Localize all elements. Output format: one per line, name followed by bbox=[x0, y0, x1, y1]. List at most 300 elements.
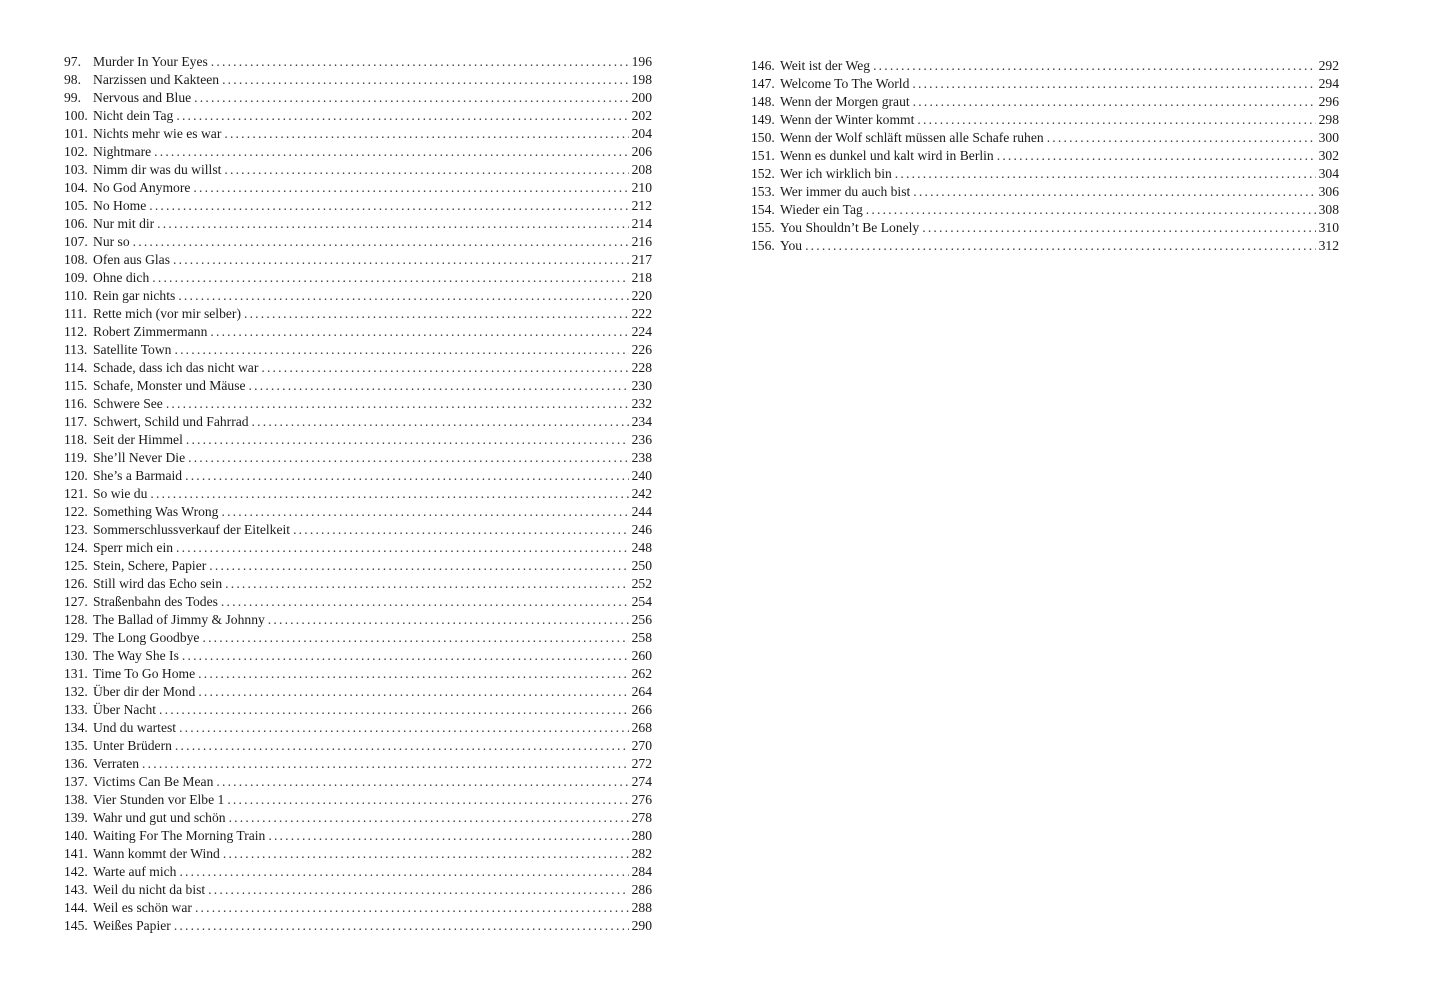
toc-entry[interactable] bbox=[64, 503, 652, 521]
toc-entry-title: She’ll Never Die bbox=[93, 450, 186, 465]
toc-entry-page-number: 214 bbox=[631, 216, 652, 231]
toc-entry[interactable] bbox=[751, 237, 1339, 255]
toc-entry-number: 151. bbox=[751, 148, 775, 163]
toc-entry-title: Sperr mich ein bbox=[93, 540, 174, 555]
toc-dot-leader bbox=[159, 701, 629, 719]
toc-entry-page-number: 212 bbox=[631, 198, 652, 213]
toc-entry-number: 132. bbox=[64, 684, 88, 699]
toc-entry-page-number: 276 bbox=[631, 792, 652, 807]
toc-entry-page-number: 274 bbox=[631, 774, 652, 789]
toc-entry-number: 105. bbox=[64, 198, 88, 213]
toc-entry-number: 133. bbox=[64, 702, 88, 717]
toc-entry-title: Satellite Town bbox=[93, 342, 172, 357]
toc-dot-leader bbox=[188, 449, 629, 467]
toc-entry-number: 115. bbox=[64, 378, 88, 393]
toc-entry-number: 107. bbox=[64, 234, 88, 249]
toc-entry-number: 143. bbox=[64, 882, 88, 897]
toc-entry[interactable] bbox=[64, 53, 652, 71]
toc-entry-number: 118. bbox=[64, 432, 88, 447]
toc-entry-page-number: 300 bbox=[1318, 130, 1339, 145]
toc-entry-number: 117. bbox=[64, 414, 88, 429]
toc-dot-leader bbox=[209, 557, 628, 575]
toc-entry-number: 148. bbox=[751, 94, 775, 109]
toc-entry[interactable] bbox=[64, 233, 652, 251]
toc-entry-title: Sommerschlussverkauf der Eitelkeit bbox=[93, 522, 291, 537]
toc-dot-leader bbox=[225, 575, 628, 593]
toc-dot-leader bbox=[149, 197, 628, 215]
toc-entry-title: The Ballad of Jimmy & Johnny bbox=[93, 612, 265, 627]
toc-entry-page-number: 306 bbox=[1318, 184, 1339, 199]
toc-entry-page-number: 266 bbox=[631, 702, 652, 717]
toc-entry-page-number: 284 bbox=[631, 864, 652, 879]
toc-entry-number: 97. bbox=[64, 54, 81, 69]
toc-entry[interactable] bbox=[751, 201, 1339, 219]
toc-entry[interactable] bbox=[64, 449, 652, 467]
toc-entry[interactable] bbox=[751, 111, 1339, 129]
toc-entry[interactable] bbox=[64, 701, 652, 719]
toc-entry-page-number: 222 bbox=[631, 306, 652, 321]
toc-entry-page-number: 196 bbox=[631, 54, 652, 69]
toc-dot-leader bbox=[913, 93, 1316, 111]
toc-entry-page-number: 296 bbox=[1318, 94, 1339, 109]
toc-entry-number: 154. bbox=[751, 202, 775, 217]
toc-entry-number: 101. bbox=[64, 126, 88, 141]
toc-dot-leader bbox=[198, 665, 628, 683]
toc-entry[interactable] bbox=[64, 359, 652, 377]
toc-entry-page-number: 312 bbox=[1318, 238, 1339, 253]
toc-dot-leader bbox=[166, 395, 629, 413]
toc-dot-leader bbox=[805, 237, 1316, 255]
toc-dot-leader bbox=[157, 215, 628, 233]
toc-entry-page-number: 228 bbox=[631, 360, 652, 375]
toc-entry-title: Nur so bbox=[93, 234, 130, 249]
toc-entry-page-number: 272 bbox=[631, 756, 652, 771]
toc-entry-title: Weil du nicht da bist bbox=[93, 882, 206, 897]
toc-dot-leader bbox=[249, 377, 629, 395]
toc-right-column bbox=[751, 57, 1339, 255]
toc-entry[interactable] bbox=[64, 143, 652, 161]
toc-entry-title: Ofen aus Glas bbox=[93, 252, 171, 267]
toc-entry-page-number: 230 bbox=[631, 378, 652, 393]
toc-entry-page-number: 252 bbox=[631, 576, 652, 591]
toc-entry-page-number: 236 bbox=[631, 432, 652, 447]
toc-dot-leader bbox=[175, 737, 629, 755]
toc-entry-number: 125. bbox=[64, 558, 88, 573]
toc-entry[interactable] bbox=[64, 323, 652, 341]
toc-entry-number: 152. bbox=[751, 166, 775, 181]
toc-entry-title: Welcome To The World bbox=[780, 76, 910, 91]
toc-entry-title: You bbox=[780, 238, 803, 253]
toc-entry-page-number: 244 bbox=[631, 504, 652, 519]
toc-entry-page-number: 240 bbox=[631, 468, 652, 483]
toc-dot-leader bbox=[154, 143, 628, 161]
toc-entry[interactable] bbox=[64, 827, 652, 845]
toc-entry-title: The Way She Is bbox=[93, 648, 179, 663]
toc-entry-number: 102. bbox=[64, 144, 88, 159]
toc-entry-page-number: 224 bbox=[631, 324, 652, 339]
toc-entry-title: She’s a Barmaid bbox=[93, 468, 183, 483]
toc-dot-leader bbox=[179, 863, 628, 881]
toc-dot-leader bbox=[922, 219, 1315, 237]
toc-dot-leader bbox=[222, 71, 629, 89]
toc-entry[interactable] bbox=[64, 125, 652, 143]
toc-entry[interactable] bbox=[64, 899, 652, 917]
toc-entry-number: 121. bbox=[64, 486, 88, 501]
toc-entry-page-number: 234 bbox=[631, 414, 652, 429]
toc-dot-leader bbox=[178, 287, 628, 305]
toc-entry-number: 129. bbox=[64, 630, 88, 645]
toc-dot-leader bbox=[142, 755, 629, 773]
toc-dot-leader bbox=[173, 251, 629, 269]
toc-entry-title: Something Was Wrong bbox=[93, 504, 219, 519]
toc-entry-page-number: 290 bbox=[631, 918, 652, 933]
toc-entry[interactable] bbox=[64, 89, 652, 107]
toc-entry[interactable] bbox=[64, 431, 652, 449]
toc-dot-leader bbox=[244, 305, 629, 323]
toc-entry-title: Weit ist der Weg bbox=[780, 58, 871, 73]
toc-entry-page-number: 268 bbox=[631, 720, 652, 735]
toc-entry[interactable] bbox=[64, 611, 652, 629]
toc-entry-title: Wenn der Morgen graut bbox=[780, 94, 910, 109]
toc-dot-leader bbox=[224, 161, 628, 179]
toc-entry[interactable] bbox=[64, 845, 652, 863]
toc-entry-page-number: 270 bbox=[631, 738, 652, 753]
toc-entry-title: Straßenbahn des Todes bbox=[93, 594, 218, 609]
toc-entry-number: 104. bbox=[64, 180, 88, 195]
toc-entry[interactable] bbox=[64, 179, 652, 197]
toc-entry-title: Nicht dein Tag bbox=[93, 108, 174, 123]
toc-entry[interactable] bbox=[64, 719, 652, 737]
toc-entry-title: Schade, dass ich das nicht war bbox=[93, 360, 259, 375]
toc-entry-page-number: 208 bbox=[631, 162, 652, 177]
toc-entry-page-number: 202 bbox=[631, 108, 652, 123]
toc-entry[interactable] bbox=[64, 917, 652, 935]
toc-entry-title: Rette mich (vor mir selber) bbox=[93, 306, 241, 321]
toc-entry-number: 150. bbox=[751, 130, 775, 145]
toc-entry-number: 98. bbox=[64, 72, 81, 87]
toc-entry[interactable] bbox=[64, 575, 652, 593]
toc-dot-leader bbox=[133, 233, 629, 251]
toc-entry[interactable] bbox=[751, 165, 1339, 183]
toc-entry-page-number: 238 bbox=[631, 450, 652, 465]
toc-dot-leader bbox=[221, 503, 628, 521]
toc-dot-leader bbox=[195, 899, 629, 917]
toc-entry-title: Warte auf mich bbox=[93, 864, 177, 879]
toc-entry-title: Über dir der Mond bbox=[93, 684, 196, 699]
toc-entry-page-number: 254 bbox=[631, 594, 652, 609]
toc-entry-page-number: 206 bbox=[631, 144, 652, 159]
toc-entry-page-number: 280 bbox=[631, 828, 652, 843]
toc-entry-title: Robert Zimmermann bbox=[93, 324, 208, 339]
toc-dot-leader bbox=[221, 593, 629, 611]
toc-entry-title: You Shouldn’t Be Lonely bbox=[780, 220, 920, 235]
toc-entry[interactable] bbox=[751, 57, 1339, 75]
toc-entry-title: Seit der Himmel bbox=[93, 432, 183, 447]
toc-entry[interactable] bbox=[64, 593, 652, 611]
toc-entry-page-number: 210 bbox=[631, 180, 652, 195]
toc-entry-title: Wieder ein Tag bbox=[780, 202, 863, 217]
toc-entry-title: Still wird das Echo sein bbox=[93, 576, 223, 591]
toc-dot-leader bbox=[210, 323, 628, 341]
toc-dot-leader bbox=[268, 611, 629, 629]
toc-entry[interactable] bbox=[64, 413, 652, 431]
toc-dot-leader bbox=[186, 431, 629, 449]
toc-entry[interactable] bbox=[64, 215, 652, 233]
toc-entry-title: No God Anymore bbox=[93, 180, 191, 195]
toc-dot-leader bbox=[261, 359, 628, 377]
toc-entry[interactable] bbox=[64, 539, 652, 557]
toc-dot-leader bbox=[268, 827, 628, 845]
toc-entry[interactable] bbox=[751, 75, 1339, 93]
toc-entry[interactable] bbox=[751, 129, 1339, 147]
toc-dot-leader bbox=[185, 467, 629, 485]
toc-entry[interactable] bbox=[751, 219, 1339, 237]
toc-entry-page-number: 294 bbox=[1318, 76, 1339, 91]
toc-dot-leader bbox=[293, 521, 629, 539]
toc-entry[interactable] bbox=[64, 395, 652, 413]
toc-entry-title: Nur mit dir bbox=[93, 216, 155, 231]
toc-entry-page-number: 262 bbox=[631, 666, 652, 681]
toc-entry[interactable] bbox=[751, 93, 1339, 111]
toc-dot-leader bbox=[208, 881, 628, 899]
toc-entry-number: 134. bbox=[64, 720, 88, 735]
toc-entry-page-number: 260 bbox=[631, 648, 652, 663]
toc-entry-title: Nichts mehr wie es war bbox=[93, 126, 222, 141]
toc-entry-title: Time To Go Home bbox=[93, 666, 196, 681]
toc-entry[interactable] bbox=[64, 773, 652, 791]
toc-entry[interactable] bbox=[64, 683, 652, 701]
toc-entry-title: Wahr und gut und schön bbox=[93, 810, 226, 825]
toc-entry-number: 149. bbox=[751, 112, 775, 127]
toc-dot-leader bbox=[229, 809, 629, 827]
toc-entry[interactable] bbox=[64, 647, 652, 665]
toc-entry[interactable] bbox=[64, 251, 652, 269]
toc-entry-title: Wenn der Winter kommt bbox=[780, 112, 915, 127]
toc-dot-leader bbox=[194, 89, 628, 107]
toc-entry-page-number: 278 bbox=[631, 810, 652, 825]
toc-entry-title: Waiting For The Morning Train bbox=[93, 828, 266, 843]
toc-entry-title: Nimm dir was du willst bbox=[93, 162, 222, 177]
toc-dot-leader bbox=[179, 719, 629, 737]
toc-entry-number: 136. bbox=[64, 756, 88, 771]
toc-entry-number: 147. bbox=[751, 76, 775, 91]
toc-entry-number: 128. bbox=[64, 612, 88, 627]
toc-dot-leader bbox=[913, 183, 1315, 201]
toc-entry[interactable] bbox=[64, 737, 652, 755]
toc-entry-title: Weil es schön war bbox=[93, 900, 192, 915]
toc-entry-number: 127. bbox=[64, 594, 88, 609]
toc-entry[interactable] bbox=[64, 791, 652, 809]
toc-dot-leader bbox=[216, 773, 628, 791]
toc-entry-page-number: 242 bbox=[631, 486, 652, 501]
toc-entry-number: 153. bbox=[751, 184, 775, 199]
toc-entry-number: 130. bbox=[64, 648, 88, 663]
toc-entry-number: 156. bbox=[751, 238, 775, 253]
toc-entry-title: Verraten bbox=[93, 756, 140, 771]
toc-entry-number: 120. bbox=[64, 468, 88, 483]
toc-entry-page-number: 298 bbox=[1318, 112, 1339, 127]
toc-entry-number: 140. bbox=[64, 828, 88, 843]
toc-entry-number: 123. bbox=[64, 522, 88, 537]
toc-entry-title: Stein, Schere, Papier bbox=[93, 558, 207, 573]
toc-entry-page-number: 292 bbox=[1318, 58, 1339, 73]
toc-entry[interactable] bbox=[64, 341, 652, 359]
toc-entry-number: 112. bbox=[64, 324, 88, 339]
toc-entry-page-number: 310 bbox=[1318, 220, 1339, 235]
toc-entry-number: 114. bbox=[64, 360, 88, 375]
toc-entry-number: 110. bbox=[64, 288, 88, 303]
toc-entry-page-number: 282 bbox=[631, 846, 652, 861]
toc-entry-number: 139. bbox=[64, 810, 88, 825]
toc-entry-title: Weißes Papier bbox=[93, 918, 171, 933]
toc-entry-page-number: 286 bbox=[631, 882, 652, 897]
toc-entry-number: 119. bbox=[64, 450, 88, 465]
toc-entry-title: So wie du bbox=[93, 486, 148, 501]
toc-entry[interactable] bbox=[64, 557, 652, 575]
toc-entry-page-number: 204 bbox=[631, 126, 652, 141]
toc-entry-title: Wann kommt der Wind bbox=[93, 846, 220, 861]
toc-entry-number: 99. bbox=[64, 90, 81, 105]
toc-entry-page-number: 217 bbox=[631, 252, 652, 267]
toc-entry[interactable] bbox=[64, 863, 652, 881]
toc-entry[interactable] bbox=[751, 147, 1339, 165]
toc-entry-title: Wer immer du auch bist bbox=[780, 184, 911, 199]
toc-entry-title: Nervous and Blue bbox=[93, 90, 192, 105]
toc-entry[interactable] bbox=[64, 467, 652, 485]
toc-dot-leader bbox=[224, 125, 628, 143]
toc-entry-page-number: 232 bbox=[631, 396, 652, 411]
toc-dot-leader bbox=[912, 75, 1315, 93]
toc-dot-leader bbox=[211, 53, 629, 71]
toc-entry-page-number: 246 bbox=[631, 522, 652, 537]
toc-dot-leader bbox=[182, 647, 629, 665]
toc-entry-title: Über Nacht bbox=[93, 702, 157, 717]
toc-entry[interactable] bbox=[64, 755, 652, 773]
toc-entry[interactable] bbox=[751, 183, 1339, 201]
toc-entry-title: Nightmare bbox=[93, 144, 152, 159]
toc-entry-page-number: 226 bbox=[631, 342, 652, 357]
toc-entry-page-number: 216 bbox=[631, 234, 652, 249]
toc-entry-title: The Long Goodbye bbox=[93, 630, 200, 645]
toc-entry-title: No Home bbox=[93, 198, 147, 213]
toc-entry-page-number: 288 bbox=[631, 900, 652, 915]
toc-dot-leader bbox=[202, 629, 628, 647]
toc-entry-number: 137. bbox=[64, 774, 88, 789]
toc-entry-page-number: 200 bbox=[631, 90, 652, 105]
toc-entry-title: Und du wartest bbox=[93, 720, 177, 735]
toc-entry-title: Narzissen und Kakteen bbox=[93, 72, 220, 87]
toc-entry-number: 155. bbox=[751, 220, 775, 235]
toc-dot-leader bbox=[174, 917, 629, 935]
toc-entry-title: Rein gar nichts bbox=[93, 288, 176, 303]
toc-entry-page-number: 304 bbox=[1318, 166, 1339, 181]
toc-entry[interactable] bbox=[64, 881, 652, 899]
toc-dot-leader bbox=[150, 485, 628, 503]
toc-dot-leader bbox=[252, 413, 629, 431]
toc-dot-leader bbox=[227, 791, 628, 809]
toc-entry-title: Victims Can Be Mean bbox=[93, 774, 214, 789]
toc-dot-leader bbox=[873, 57, 1316, 75]
toc-dot-leader bbox=[152, 269, 628, 287]
toc-entry-page-number: 198 bbox=[631, 72, 652, 87]
toc-entry-number: 138. bbox=[64, 792, 88, 807]
toc-entry-page-number: 258 bbox=[631, 630, 652, 645]
toc-dot-leader bbox=[176, 107, 628, 125]
toc-dot-leader bbox=[997, 147, 1316, 165]
toc-entry[interactable] bbox=[64, 809, 652, 827]
toc-entry-number: 135. bbox=[64, 738, 88, 753]
toc-entry-number: 116. bbox=[64, 396, 88, 411]
toc-entry-page-number: 308 bbox=[1318, 202, 1339, 217]
toc-entry-number: 124. bbox=[64, 540, 88, 555]
toc-entry-title: Ohne dich bbox=[93, 270, 150, 285]
toc-entry-number: 145. bbox=[64, 918, 88, 933]
toc-entry[interactable] bbox=[64, 269, 652, 287]
toc-entry-number: 131. bbox=[64, 666, 88, 681]
toc-entry[interactable] bbox=[64, 629, 652, 647]
toc-entry-number: 108. bbox=[64, 252, 88, 267]
toc-entry-title: Schwere See bbox=[93, 396, 163, 411]
toc-entry-number: 106. bbox=[64, 216, 88, 231]
toc-entry[interactable] bbox=[64, 485, 652, 503]
toc-dot-leader bbox=[866, 201, 1316, 219]
toc-entry[interactable] bbox=[64, 377, 652, 395]
toc-entry-page-number: 264 bbox=[631, 684, 652, 699]
toc-entry-title: Schafe, Monster und Mäuse bbox=[93, 378, 246, 393]
toc-entry-number: 126. bbox=[64, 576, 88, 591]
toc-entry-number: 144. bbox=[64, 900, 88, 915]
toc-entry[interactable] bbox=[64, 161, 652, 179]
toc-entry-number: 103. bbox=[64, 162, 88, 177]
toc-entry-page-number: 218 bbox=[631, 270, 652, 285]
toc-entry-title: Schwert, Schild und Fahrrad bbox=[93, 414, 249, 429]
toc-entry-number: 100. bbox=[64, 108, 88, 123]
toc-dot-leader bbox=[895, 165, 1316, 183]
toc-entry[interactable] bbox=[64, 305, 652, 323]
toc-dot-leader bbox=[198, 683, 628, 701]
toc-entry-title: Wer ich wirklich bin bbox=[780, 166, 892, 181]
toc-dot-leader bbox=[1047, 129, 1316, 147]
toc-entry-title: Wenn der Wolf schläft müssen alle Schafe ruhen bbox=[780, 130, 1044, 145]
toc-entry-number: 109. bbox=[64, 270, 88, 285]
toc-entry-title: Murder In Your Eyes bbox=[93, 54, 208, 69]
toc-entry[interactable] bbox=[64, 107, 652, 125]
toc-entry[interactable] bbox=[64, 71, 652, 89]
toc-entry[interactable] bbox=[64, 197, 652, 215]
toc-dot-leader bbox=[223, 845, 629, 863]
toc-entry-page-number: 220 bbox=[631, 288, 652, 303]
toc-entry-number: 111. bbox=[64, 306, 87, 321]
toc-entry[interactable] bbox=[64, 287, 652, 305]
toc-entry[interactable] bbox=[64, 665, 652, 683]
toc-entry-page-number: 248 bbox=[631, 540, 652, 555]
toc-entry-title: Wenn es dunkel und kalt wird in Berlin bbox=[780, 148, 994, 163]
toc-entry[interactable] bbox=[64, 521, 652, 539]
toc-entry-number: 141. bbox=[64, 846, 88, 861]
toc-entry-page-number: 302 bbox=[1318, 148, 1339, 163]
toc-entry-title: Vier Stunden vor Elbe 1 bbox=[93, 792, 225, 807]
toc-dot-leader bbox=[174, 341, 628, 359]
toc-entry-page-number: 250 bbox=[631, 558, 652, 573]
toc-entry-number: 122. bbox=[64, 504, 88, 519]
toc-dot-leader bbox=[917, 111, 1315, 129]
toc-dot-leader bbox=[176, 539, 629, 557]
toc-entry-number: 146. bbox=[751, 58, 775, 73]
toc-entry-title: Unter Brüdern bbox=[93, 738, 172, 753]
toc-entry-number: 113. bbox=[64, 342, 88, 357]
toc-entry-page-number: 256 bbox=[631, 612, 652, 627]
toc-entry-number: 142. bbox=[64, 864, 88, 879]
